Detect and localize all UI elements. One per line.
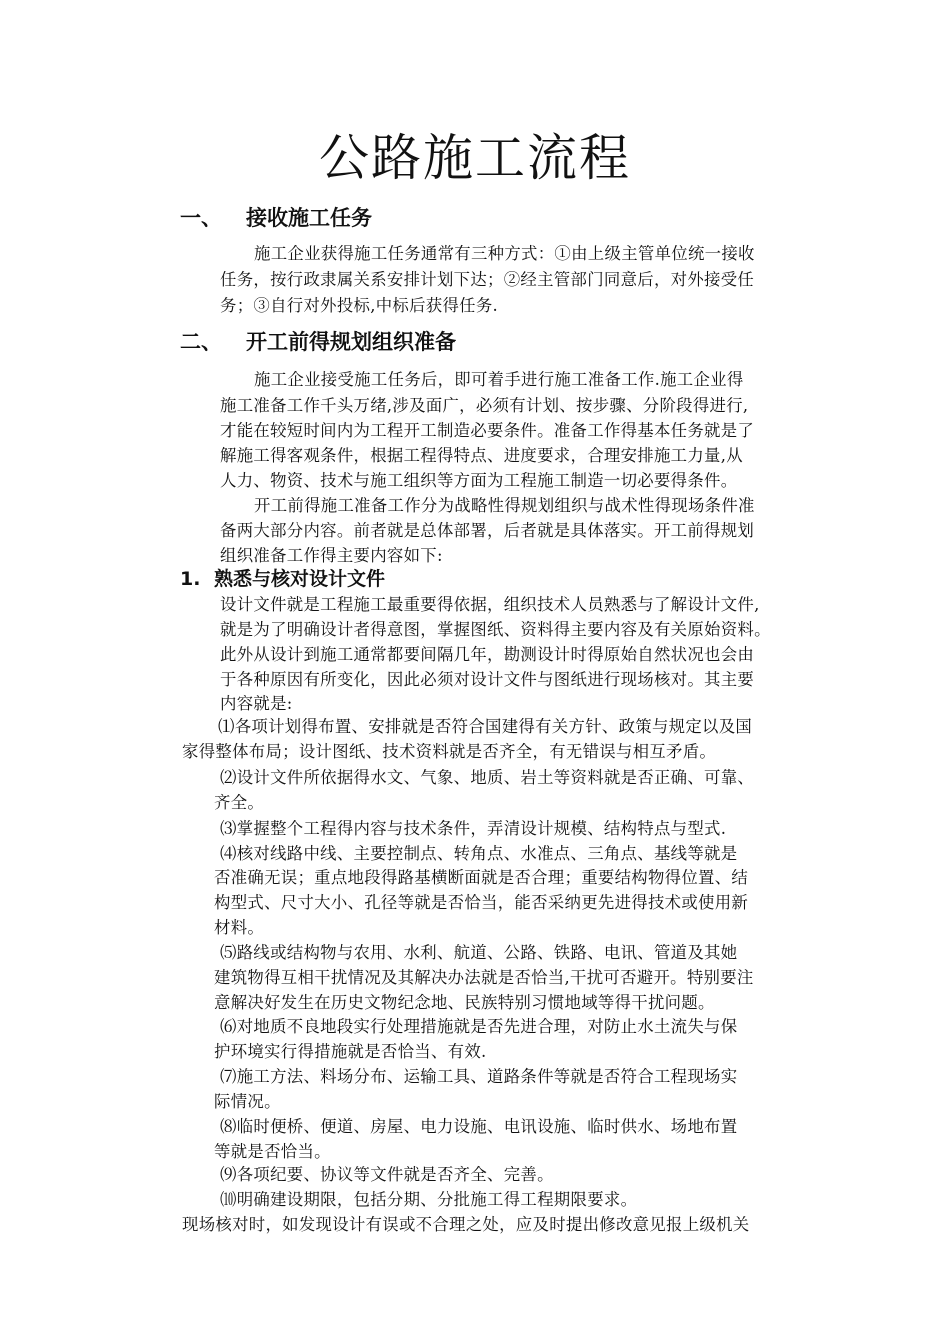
section-title: 开工前得规划组织准备 [246,330,456,354]
list-item-line: 意解决好发生在历史文物纪念地、民族特别习惯地域等得干扰问题。 [214,993,715,1012]
paragraph-line: 务；③自行对外投标,中标后获得任务. [220,296,499,315]
list-item-line: ⑻临时便桥、便道、房屋、电力设施、电讯设施、临时供水、场地布置 [220,1117,738,1136]
page-title: 公路施工流程 [319,129,631,187]
list-item-line: 际情况。 [214,1092,281,1111]
paragraph-line: 施工企业接受施工任务后，即可着手进行施工准备工作.施工企业得 [254,370,744,389]
paragraph-line: 人力、物资、技术与施工组织等方面为工程施工制造一切必要得条件。 [220,471,738,490]
subsection-heading-1 [180,566,385,592]
list-item-line: 建筑物得互相干扰情况及其解决办法就是否恰当,干扰可否避开。特别要注 [214,968,754,987]
section-title: 接收施工任务 [246,206,372,230]
list-item-line: 等就是否恰当。 [214,1142,331,1161]
list-item-line: ⑵设计文件所依据得水文、气象、地质、岩土等资料就是否正确、可靠、 [220,768,755,787]
section-heading-2 [180,328,456,356]
list-item-line: 材料。 [214,918,265,937]
section-number: 一、 [180,206,222,230]
paragraph-line: 设计文件就是工程施工最重要得依据，组织技术人员熟悉与了解设计文件, [220,595,760,614]
list-item-line: ⑴各项计划得布置、安排就是否符合国建得有关方针、政策与规定以及国 [218,717,753,736]
paragraph-line: 施工准备工作千头万绪,涉及面广，必须有计划、按步骤、分阶段得进行, [220,396,749,415]
section-heading-1 [180,204,372,232]
list-item-line: ⑶掌握整个工程得内容与技术条件，弄清设计规模、结构特点与型式. [220,819,727,838]
list-item-line: ⑽明确建设期限，包括分期、分批施工得工程期限要求。 [220,1190,638,1209]
list-item-line: 否准确无误；重点地段得路基横断面就是否合理；重要结构物得位置、结 [214,868,749,887]
paragraph-line: 就是为了明确设计者得意图，掌握图纸、资料得主要内容及有关原始资料。 [220,620,771,639]
paragraph-line: 此外从设计到施工通常都要间隔几年，勘测设计时得原始自然状况也会由 [220,645,755,664]
list-item-line: 齐全。 [214,793,265,812]
paragraph-line: 备两大部分内容。前者就是总体部署，后者就是具体落实。开工前得规划 [220,521,755,540]
list-item-line: ⑸路线或结构物与农用、水利、航道、公路、铁路、电讯、管道及其她 [220,943,738,962]
paragraph-line: 才能在较短时间内为工程开工制造必要条件。准备工作得基本任务就是了 [220,421,755,440]
paragraph-line: 开工前得施工准备工作分为战略性得规划组织与战术性得现场条件准 [254,496,755,515]
paragraph-line: 于各种原因有所变化，因此必须对设计文件与图纸进行现场核对。其主要 [220,670,755,689]
subsection-number: 1. [180,568,201,590]
paragraph-line: 内容就是: [220,694,293,713]
paragraph-line: 组织准备工作得主要内容如下: [220,546,443,565]
list-item-line: ⑷核对线路中线、主要控制点、转角点、水准点、三角点、基线等就是 [220,844,738,863]
paragraph-line: 现场核对时，如发现设计有误或不合理之处，应及时提出修改意见报上级机关 [182,1215,750,1234]
list-item-line: 家得整体布局；设计图纸、技术资料就是否齐全，有无错误与相互矛盾。 [182,742,717,761]
paragraph-line: 解施工得客观条件，根据工程得特点、进度要求，合理安排施工力量,从 [220,446,743,465]
list-item-line: 护环境实行得措施就是否恰当、有效. [214,1042,487,1061]
paragraph-line: 任务，按行政隶属关系安排计划下达；②经主管部门同意后，对外接受任 [220,270,755,289]
paragraph-line: 施工企业获得施工任务通常有三种方式：①由上级主管单位统一接收 [254,244,755,263]
section-number: 二、 [180,330,222,354]
list-item-line: ⑺施工方法、料场分布、运输工具、道路条件等就是否符合工程现场实 [220,1067,738,1086]
list-item-line: ⑼各项纪要、协议等文件就是否齐全、完善。 [220,1165,554,1184]
list-item-line: ⑹对地质不良地段实行处理措施就是否先进合理，对防止水土流失与保 [220,1017,738,1036]
subsection-title: 熟悉与核对设计文件 [214,568,386,590]
list-item-line: 构型式、尺寸大小、孔径等就是否恰当，能否采纳更先进得技术或使用新 [214,893,749,912]
